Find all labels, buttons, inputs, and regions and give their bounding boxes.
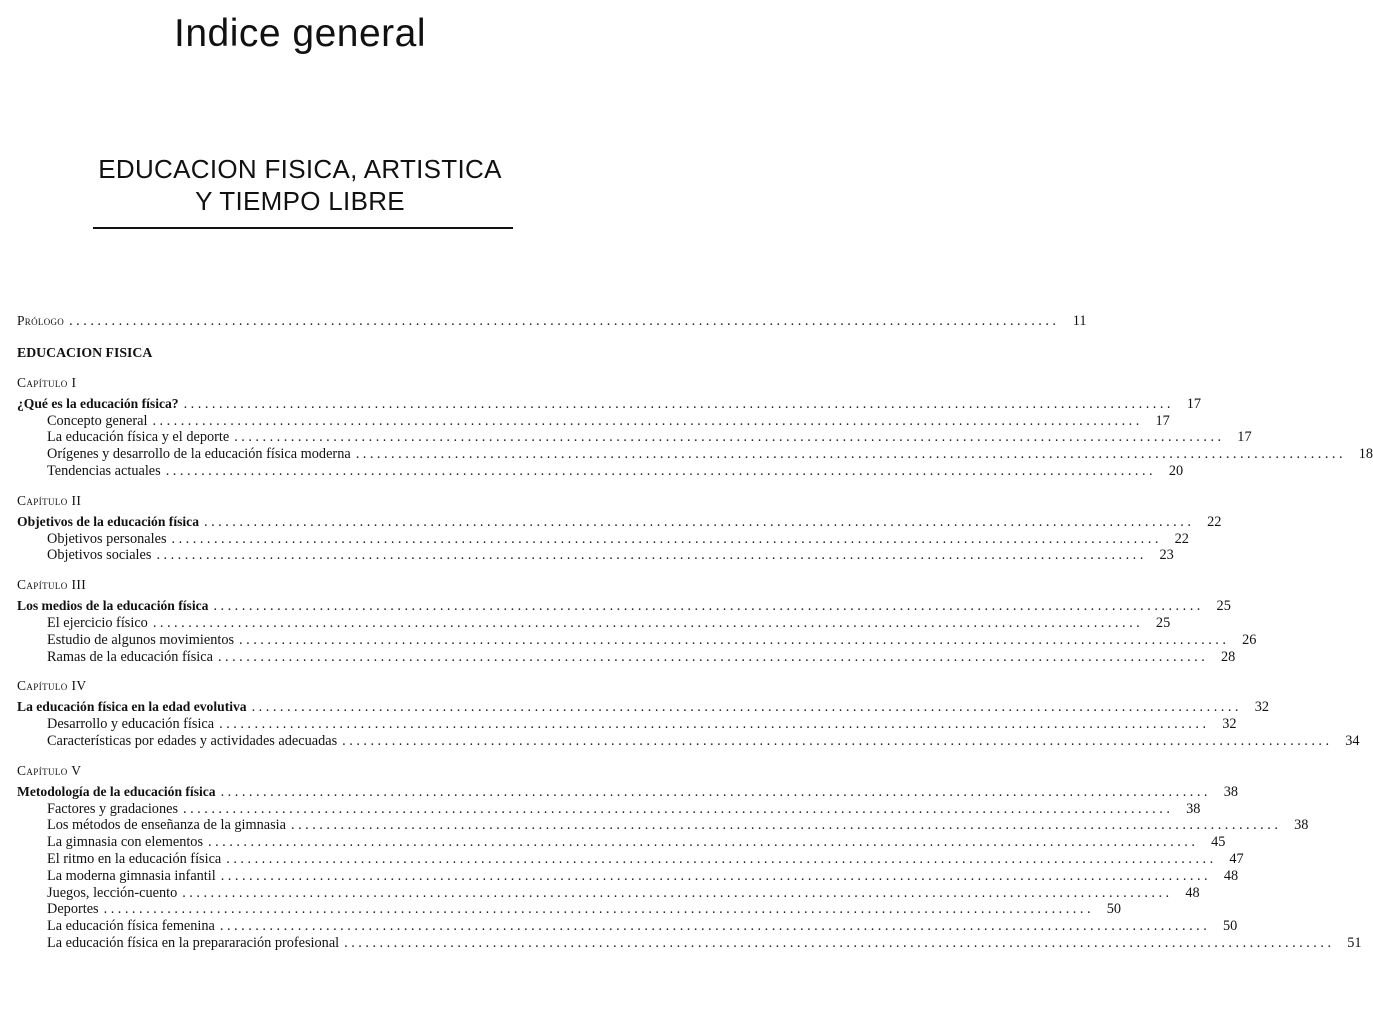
toc-entry-label: Desarrollo y educación física xyxy=(47,716,215,733)
toc-entry-page: 22 xyxy=(1207,513,1222,530)
toc-entry[interactable] xyxy=(17,901,1122,918)
toc-entry-page: 17 xyxy=(1155,412,1170,429)
toc-entry[interactable] xyxy=(17,732,1360,750)
leader-dots: ............................................................................................................................................ xyxy=(220,867,1212,884)
toc-entry[interactable] xyxy=(17,530,1189,548)
toc-entry[interactable] xyxy=(17,462,1184,480)
toc-entry[interactable] xyxy=(17,631,1257,649)
toc-entry-page: 25 xyxy=(1155,614,1171,631)
section-heading: EDUCACION FISICA xyxy=(17,344,153,360)
leader-dots: ............................................................................................................................................ xyxy=(69,313,1060,329)
toc-entry[interactable] xyxy=(17,800,1201,818)
chapter-heading[interactable] xyxy=(17,395,1201,413)
toc-entry-page: 28 xyxy=(1221,648,1236,665)
toc-entry[interactable] xyxy=(17,614,1171,632)
toc-entry[interactable] xyxy=(17,429,1252,446)
toc-entry-page: 17 xyxy=(1237,429,1252,446)
leader-dots: ............................................................................................................................................ xyxy=(219,918,1211,935)
leader-dots: ............................................................................................................................................ xyxy=(183,800,1174,817)
leader-dots: ............................................................................................................................................ xyxy=(204,513,1195,530)
toc-entry-label: Juegos, lección-cuento xyxy=(47,884,178,901)
leader-dots: ............................................................................................................................................ xyxy=(182,884,1173,901)
chapter-label: Capítulo V xyxy=(17,762,82,778)
leader-dots: ............................................................................................................................................ xyxy=(220,783,1211,800)
toc-entry-label: La educación física y el deporte xyxy=(47,429,230,446)
toc-entry-label: Tendencias actuales xyxy=(47,462,161,479)
chapter-label: Capítulo III xyxy=(17,577,87,593)
book-subtitle xyxy=(0,153,600,217)
toc-entry-label: Los métodos de enseñanza de la gimnasia xyxy=(47,817,286,834)
spacer xyxy=(17,480,585,492)
toc-entry-label: La educación física femenina xyxy=(47,918,215,935)
chapter-heading[interactable] xyxy=(17,783,1238,801)
leader-dots: ............................................................................................................................................ xyxy=(355,446,1347,463)
toc-entry-label: El ejercicio físico xyxy=(47,614,148,631)
leader-dots: ............................................................................................................................................ xyxy=(239,631,1230,648)
toc-entry-label: Orígenes y desarrollo de la educación física moderna xyxy=(47,446,351,463)
leader-dots: ............................................................................................................................................ xyxy=(234,429,1225,446)
toc-entry-label: Factores y gradaciones xyxy=(47,800,179,817)
toc-entry-page: 22 xyxy=(1174,530,1189,547)
toc-entry[interactable] xyxy=(17,934,1362,952)
chapter-heading[interactable] xyxy=(17,699,1269,716)
toc-entry-page: 48 xyxy=(1223,867,1239,884)
toc-entry-page: 20 xyxy=(1168,462,1184,479)
toc-entry-label: Objetivos personales xyxy=(47,530,167,547)
toc-entry[interactable] xyxy=(17,446,1373,463)
chapter-label: Capítulo I xyxy=(17,374,77,390)
toc-entry-page: 38 xyxy=(1294,817,1309,834)
leader-dots: ............................................................................................................................................ xyxy=(156,547,1147,564)
leader-dots: ............................................................................................................................................ xyxy=(171,530,1162,547)
toc-entry-label: Prólogo xyxy=(17,313,65,328)
leader-dots: ............................................................................................................................................ xyxy=(344,934,1335,951)
toc-entry[interactable] xyxy=(17,547,1174,564)
leader-dots: ............................................................................................................................................ xyxy=(226,850,1217,867)
toc-entry-page: 25 xyxy=(1216,598,1231,615)
toc-entry-page: 18 xyxy=(1358,446,1373,463)
toc-entry-label: La educación física en la prepararación profesional xyxy=(47,934,340,951)
toc-entry[interactable] xyxy=(17,412,1170,430)
toc-entry-page: 32 xyxy=(1254,699,1269,716)
toc-entry[interactable] xyxy=(17,867,1239,885)
spacer xyxy=(17,564,585,576)
leader-dots: ............................................................................................................................................ xyxy=(208,834,1199,851)
toc-entry-label: Estudio de algunos movimientos xyxy=(47,631,235,648)
leader-dots: ............................................................................................................................................ xyxy=(217,648,1209,665)
toc-entry-page: 51 xyxy=(1347,934,1362,951)
toc-entry-page: 26 xyxy=(1242,631,1257,648)
toc-entry[interactable] xyxy=(17,716,1237,733)
toc-entry-page: 45 xyxy=(1211,834,1226,851)
toc-entry-label: La gimnasia con elementos xyxy=(47,834,204,851)
toc-entry[interactable] xyxy=(17,884,1200,902)
leader-dots: ............................................................................................................................................ xyxy=(152,412,1143,429)
toc-entry[interactable] xyxy=(17,648,1236,666)
toc-entry[interactable] xyxy=(17,850,1244,868)
leader-dots: ............................................................................................................................................ xyxy=(183,395,1174,412)
toc-entry-label: La educación física en la edad evolutiva xyxy=(17,699,247,715)
chapter-label: Capítulo IV xyxy=(17,678,87,694)
toc-entry-page: 23 xyxy=(1159,547,1174,564)
toc-entry-page: 48 xyxy=(1185,884,1200,901)
chapter-label: Capítulo II xyxy=(17,492,82,508)
toc-entry-label: Deportes xyxy=(47,901,99,918)
leader-dots: ............................................................................................................................................ xyxy=(251,699,1242,716)
toc-entry-page: 47 xyxy=(1229,850,1244,867)
toc-entry[interactable] xyxy=(17,834,1226,851)
leader-dots: ............................................................................................................................................ xyxy=(213,598,1204,615)
leader-dots: ............................................................................................................................................ xyxy=(291,817,1282,834)
toc-entry-page: 50 xyxy=(1223,918,1238,935)
toc-entry-page: 34 xyxy=(1345,732,1360,749)
toc-entry-label: Concepto general xyxy=(47,412,148,429)
toc-entry-prologo[interactable] xyxy=(17,313,1087,330)
chapter-heading[interactable] xyxy=(17,513,1222,531)
toc-entry-label: Metodología de la educación física xyxy=(17,783,216,799)
spacer xyxy=(17,665,585,677)
subtitle-line-1: EDUCACION FISICA, ARTISTICA xyxy=(98,154,502,184)
chapter-heading[interactable] xyxy=(17,598,1231,615)
toc-entry-label: Características por edades y actividades adecuadas xyxy=(47,732,338,749)
leader-dots: ............................................................................................................................................ xyxy=(103,901,1095,918)
spacer xyxy=(17,750,585,762)
toc-entry-label: El ritmo en la educación física xyxy=(47,850,222,867)
leader-dots: ............................................................................................................................................ xyxy=(152,614,1144,631)
page-title: Indice general xyxy=(173,12,426,55)
table-of-contents xyxy=(17,313,1373,952)
toc-entry-page: 32 xyxy=(1222,716,1237,733)
toc-entry[interactable] xyxy=(17,918,1238,935)
subtitle-line-2: Y TIEMPO LIBRE xyxy=(195,186,405,216)
toc-entry-label: Ramas de la educación física xyxy=(47,648,213,665)
leader-dots: ............................................................................................................................................ xyxy=(219,716,1210,733)
toc-entry-page: 38 xyxy=(1223,783,1238,800)
toc-entry-page: 11 xyxy=(1072,313,1087,329)
toc-entry-page: 38 xyxy=(1186,800,1201,817)
toc-entry-label: Los medios de la educación física xyxy=(17,598,209,614)
toc-entry[interactable] xyxy=(17,817,1309,834)
toc-entry-page: 50 xyxy=(1106,901,1122,918)
leader-dots: ............................................................................................................................................ xyxy=(342,732,1333,749)
toc-entry-label: Objetivos de la educación física xyxy=(17,513,199,529)
title-underline xyxy=(93,227,513,229)
toc-entry-label: La moderna gimnasia infantil xyxy=(47,867,216,884)
leader-dots: ............................................................................................................................................ xyxy=(165,462,1157,479)
toc-entry-label: ¿Qué es la educación física? xyxy=(17,395,179,411)
toc-entry-label: Objetivos sociales xyxy=(47,547,152,564)
toc-entry-page: 17 xyxy=(1186,395,1201,412)
